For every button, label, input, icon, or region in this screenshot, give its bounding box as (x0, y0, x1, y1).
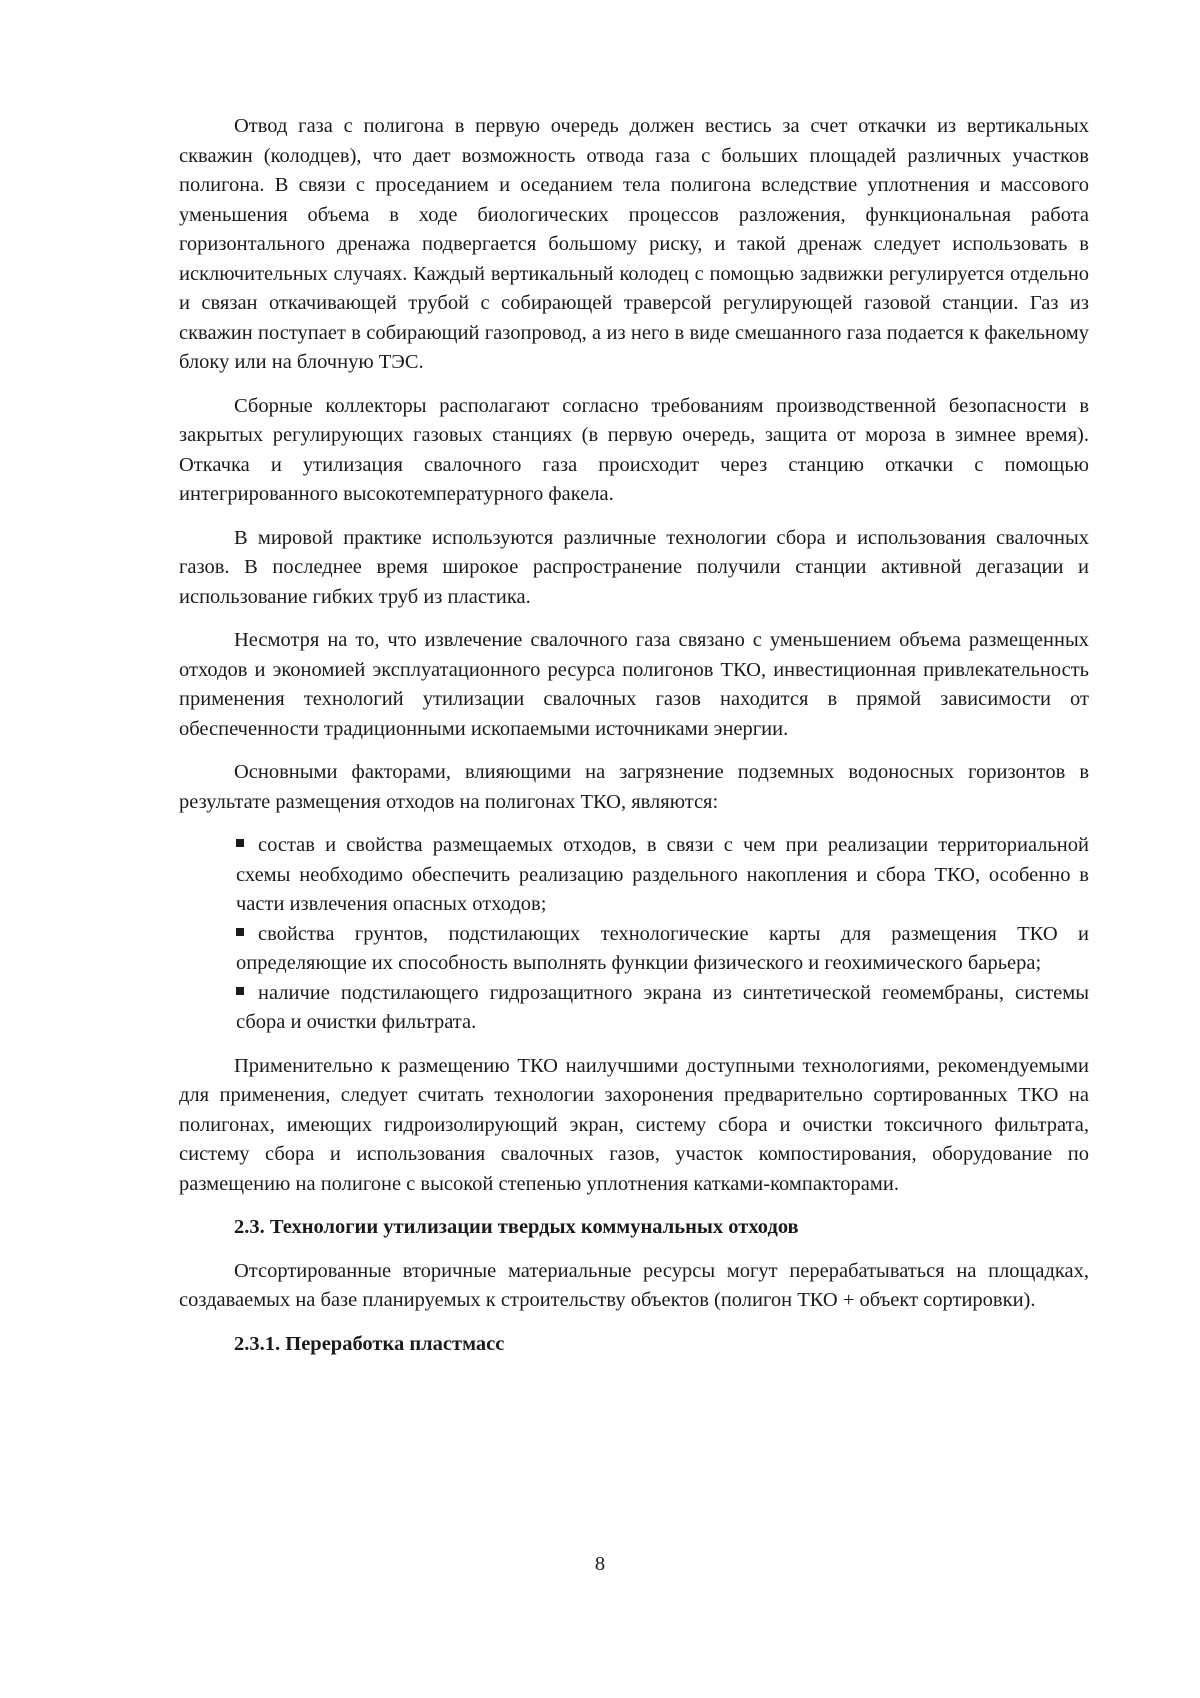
paragraph-investment: Несмотря на то, что извлечение свалочного газа связано с уменьшением объема размещенных отходов и экономией эксплуатационного ресурса полигонов ТКО, инвестиционная привлекательность применения технологий утилизации свалочных газов находится в прямой зависимости от обеспеченности традиционными ископаемыми источниками энергии. (179, 629, 1089, 740)
list-item (236, 979, 1089, 1038)
page-number: 8 (594, 1553, 606, 1575)
section-heading: 2.3. Технологии утилизации твердых коммунальных отходов (234, 1216, 799, 1238)
list-item-text: состав и свойства размещаемых отходов, в связи с чем при реализации территориальной схемы необходимо обеспечить реализацию раздельного накопления и сбора ТКО, особенно в части извлечения опасных отходов; (236, 834, 1089, 915)
paragraph-factors-intro: Основными факторами, влияющими на загрязнение подземных водоносных горизонтов в результате размещения отходов на полигонах ТКО, являются: (179, 761, 1089, 813)
square-bullet-icon (236, 987, 244, 995)
paragraph-best-technologies: Применительно к размещению ТКО наилучшими доступными технологиями, рекомендуемыми для применения, следует считать технологии захоронения предварительно сортированных ТКО на полигонах, имеющих гидроизолирующий экран, систему сбора и очистки токсичного фильтрата, систему сбора и использования свалочных газов, участок компостирования, оборудование по размещению на полигоне с высокой степенью уплотнения катками-компакторами. (179, 1054, 1089, 1195)
square-bullet-icon (236, 839, 244, 847)
list-item (236, 920, 1089, 979)
square-bullet-icon (236, 928, 244, 936)
paragraph-collectors: Сборные коллекторы располагают согласно требованиям производственной безопасности в закрытых регулирующих газовых станциях (в первую очередь, защита от мороза в зимнее время). Откачка и утилизация свалочного газа происходит через станцию откачки с помощью интегрированного высокотемпературного факела. (179, 394, 1089, 505)
paragraph-world-practice: В мировой практике используются различные технологии сбора и использования свалочных газов. В последнее время широкое распространение получили станции активной дегазации и использование гибких труб из пластика. (179, 526, 1089, 608)
list-item (236, 831, 1089, 920)
list-item-text: наличие подстилающего гидрозащитного экрана из синтетической геомембраны, системы сбора и очистки фильтрата. (236, 981, 1089, 1033)
subsection-heading: 2.3.1. Переработка пластмасс (234, 1332, 505, 1355)
factors-list (179, 831, 1089, 1038)
paragraph-secondary-resources: Отсортированные вторичные материальные ресурсы могут перерабатываться на площадках, создаваемых на базе планируемых к строительству объектов (полигон ТКО + объект сортировки). (179, 1259, 1089, 1311)
list-item-text: свойства грунтов, подстилающих технологические карты для размещения ТКО и определяющие их способность выполнять функции физического и геохимического барьера; (236, 922, 1089, 974)
paragraph-gas-removal: Отвод газа с полигона в первую очередь должен вестись за счет откачки из вертикальных скважин (колодцев), что дает возможность отвода газа с больших площадей различных участков полигона. В связи с проседанием и оседанием тела полигона вследствие уплотнения и массового уменьшения объема в ходе биологических процессов разложения, функциональная работа горизонтального дренажа подвергается большому риску, и такой дренаж следует использовать в исключительных случаях. Каждый вертикальный колодец с помощью задвижки регулируется отдельно и связан откачивающей трубой с собирающей траверсой регулирующей газовой станции. Газ из скважин поступает в собирающий газопровод, а из него в виде смешанного газа подается к факельному блоку или на блочную ТЭС. (179, 115, 1089, 373)
document-body (179, 112, 1089, 1373)
